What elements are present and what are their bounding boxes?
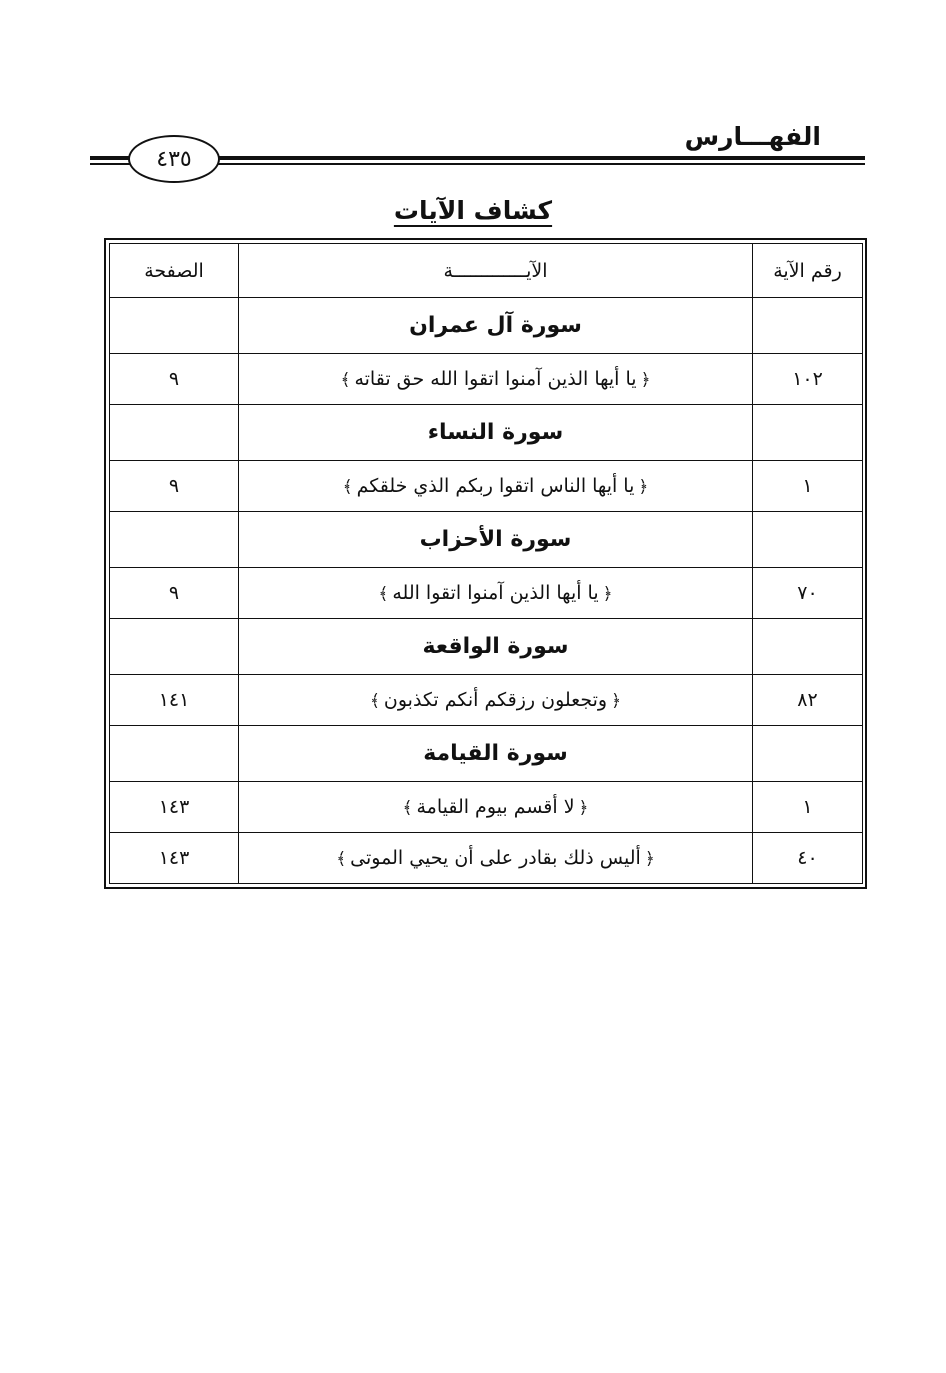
surah-name: سورة الأحزاب	[239, 512, 753, 568]
surah-row-empty-cell	[110, 726, 239, 782]
verse-text: يا أيها الذين آمنوا اتقوا الله	[392, 582, 599, 604]
index-title-text: كشاف الآيات	[393, 196, 553, 225]
verse-number-cell: ٨٢	[753, 675, 863, 726]
table-header-row	[110, 244, 863, 298]
ornate-bracket-open-icon: ﴿	[644, 849, 655, 869]
verse-text-cell	[239, 354, 753, 405]
verse-text: أليس ذلك بقادر على أن يحيي الموتى	[350, 847, 641, 869]
verse-number-cell: ١	[753, 782, 863, 833]
table-row	[110, 675, 863, 726]
page-number-cell: ٩	[110, 354, 239, 405]
page-number: ٤٣٥	[156, 146, 192, 172]
verse-text: يا أيها الناس اتقوا ربكم الذي خلقكم	[356, 475, 635, 497]
ornate-bracket-open-icon: ﴿	[640, 370, 651, 390]
ornate-bracket-open-icon: ﴿	[611, 691, 622, 711]
verse-text: وتجعلون رزقكم أنكم تكذبون	[383, 689, 608, 711]
ornate-bracket-open-icon: ﴿	[578, 798, 589, 818]
page-number-cell: ١٤٣	[110, 833, 239, 884]
page-number-cell: ٩	[110, 461, 239, 512]
verses-table	[109, 243, 863, 884]
table-row	[110, 833, 863, 884]
verse-text-cell	[239, 461, 753, 512]
ornate-bracket-close-icon: ﴾	[378, 584, 389, 604]
table-row	[110, 354, 863, 405]
ornate-bracket-close-icon: ﴾	[336, 849, 347, 869]
table-row	[110, 782, 863, 833]
surah-row-empty-cell	[110, 619, 239, 675]
index-title	[0, 196, 946, 225]
table-row	[110, 461, 863, 512]
column-header-page: الصفحة	[110, 244, 239, 298]
page-number-oval	[128, 135, 220, 183]
column-header-verse: الآيـــــــــــــة	[239, 244, 753, 298]
column-header-verse-number: رقم الآية	[753, 244, 863, 298]
surah-name: سورة القيامة	[239, 726, 753, 782]
surah-row	[110, 619, 863, 675]
surah-row	[110, 726, 863, 782]
surah-row-empty-cell	[110, 298, 239, 354]
ornate-bracket-close-icon: ﴾	[342, 477, 353, 497]
verse-text: لا أقسم بيوم القيامة	[416, 796, 575, 818]
verse-text-cell	[239, 782, 753, 833]
verse-text-cell	[239, 675, 753, 726]
surah-name: سورة النساء	[239, 405, 753, 461]
table-row	[110, 568, 863, 619]
surah-row	[110, 405, 863, 461]
surah-name: سورة آل عمران	[239, 298, 753, 354]
verses-table-frame	[104, 238, 867, 889]
verse-text-cell	[239, 833, 753, 884]
ornate-bracket-close-icon: ﴾	[369, 691, 380, 711]
running-title: الفهـــارس	[684, 122, 821, 151]
surah-row-empty-cell	[110, 405, 239, 461]
verse-number-cell: ١	[753, 461, 863, 512]
verse-number-cell: ١٠٢	[753, 354, 863, 405]
surah-name: سورة الواقعة	[239, 619, 753, 675]
surah-row-empty-cell	[753, 298, 863, 354]
ornate-bracket-open-icon: ﴿	[638, 477, 649, 497]
surah-row-empty-cell	[753, 619, 863, 675]
verse-text: يا أيها الذين آمنوا اتقوا الله حق تقاته	[354, 368, 637, 390]
page-header	[90, 120, 865, 190]
surah-row	[110, 512, 863, 568]
verse-number-cell: ٧٠	[753, 568, 863, 619]
verse-text-cell	[239, 568, 753, 619]
table-body	[110, 298, 863, 884]
surah-row-empty-cell	[753, 512, 863, 568]
surah-row-empty-cell	[110, 512, 239, 568]
surah-row-empty-cell	[753, 726, 863, 782]
surah-row	[110, 298, 863, 354]
page-number-cell: ٩	[110, 568, 239, 619]
verse-number-cell: ٤٠	[753, 833, 863, 884]
page-number-cell: ١٤١	[110, 675, 239, 726]
ornate-bracket-open-icon: ﴿	[602, 584, 613, 604]
ornate-bracket-close-icon: ﴾	[340, 370, 351, 390]
ornate-bracket-close-icon: ﴾	[402, 798, 413, 818]
page-number-cell: ١٤٣	[110, 782, 239, 833]
surah-row-empty-cell	[753, 405, 863, 461]
